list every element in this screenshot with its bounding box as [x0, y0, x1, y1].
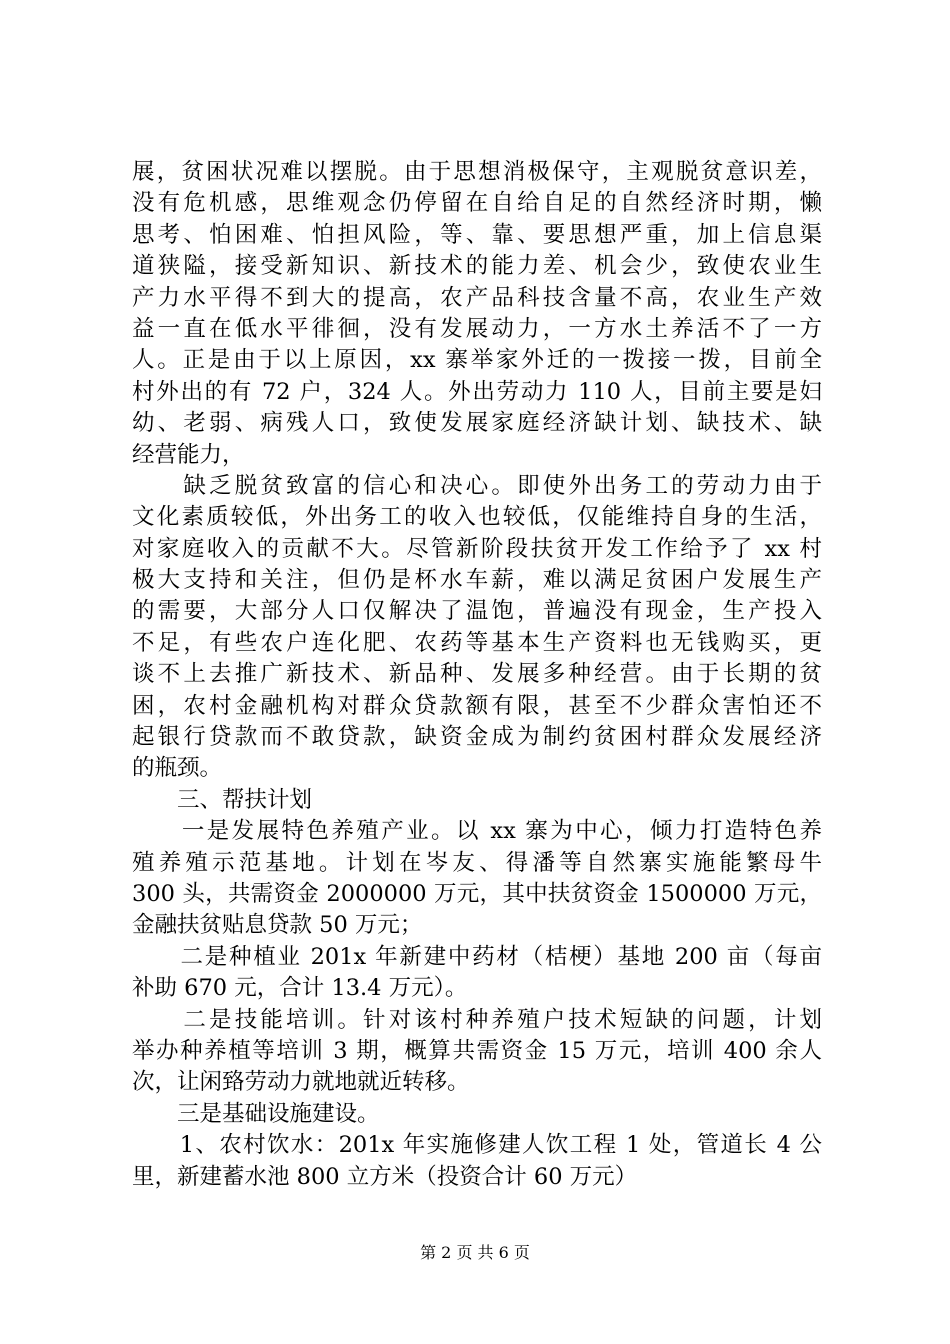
text-line: 二是种植业 201x 年新建中药材（桔梗）基地 200 亩（每亩 — [132, 943, 822, 970]
text-line: 补助 670 元，合计 13.4 万元）。 — [132, 975, 468, 1002]
text-line: 幼、老弱、病残人口，致使发展家庭经济缺计划、缺技术、缺 — [132, 410, 822, 437]
text-line: 谈不上去推广新技术、新品种、发展多种经营。由于长期的贫 — [132, 661, 822, 688]
text-line: 产力水平得不到大的提高，农产品科技含量不高，农业生产效 — [132, 284, 822, 311]
text-line: 对家庭收入的贡献不大。尽管新阶段扶贫开发工作给予了 xx 村 — [132, 535, 822, 562]
text-line: 困，农村金融机构对群众贷款额有限，甚至不少群众害怕还不 — [132, 692, 822, 719]
text-line: 1、农村饮水：201x 年实施修建人饮工程 1 处，管道长 4 公 — [132, 1132, 822, 1159]
text-line: 里，新建蓄水池 800 立方米（投资合计 60 万元） — [132, 1163, 638, 1190]
text-line: 没有危机感，思维观念仍停留在自给自足的自然经济时期，懒 — [132, 190, 822, 217]
page-number-footer: 第 2 页 共 6 页 — [420, 1243, 530, 1262]
text-line: 次，让闲臵劳动力就地就近转移。 — [132, 1069, 470, 1096]
text-line: 思考、怕困难、怕担风险，等、靠、要思想严重，加上信息渠 — [132, 221, 822, 248]
text-line: 文化素质较低，外出务工的收入也较低，仅能维持自身的生活， — [132, 504, 822, 531]
text-line: 金融扶贫贴息贷款 50 万元； — [132, 912, 423, 939]
section-heading: 三、帮扶计划 — [132, 786, 313, 813]
text-line: 殖养殖示范基地。计划在岑友、得潘等自然寨实施能繁母牛 — [132, 849, 822, 876]
text-line: 不足，有些农户连化肥、农药等基本生产资料也无钱购买，更 — [132, 629, 822, 656]
text-line: 益一直在低水平徘徊，没有发展动力，一方水土养活不了一方 — [132, 315, 822, 342]
document-body — [132, 157, 822, 1193]
text-line: 起银行贷款而不敢贷款，缺资金成为制约贫困村群众发展经济 — [132, 724, 822, 751]
text-line: 一是发展特色养殖产业。以 xx 寨为中心，倾力打造特色养 — [132, 818, 822, 845]
text-line: 展，贫困状况难以摆脱。由于思想消极保守，主观脱贫意识差， — [132, 159, 822, 185]
text-line: 的瓶颈。 — [132, 755, 223, 782]
text-line: 村外出的有 72 户，324 人。外出劳动力 110 人，目前主要是妇 — [132, 378, 822, 405]
text-line: 三是基础设施建设。 — [132, 1100, 380, 1127]
text-line: 经营能力， — [132, 441, 245, 468]
text-line: 道狭隘，接受新知识、新技术的能力差、机会少，致使农业生 — [132, 253, 822, 280]
text-line: 二是技能培训。针对该村种养殖户技术短缺的问题，计划 — [132, 1006, 822, 1033]
text-line: 的需要，大部分人口仅解决了温饱，普遍没有现金，生产投入 — [132, 598, 822, 625]
text-line: 缺乏脱贫致富的信心和决心。即使外出务工的劳动力由于 — [132, 472, 822, 499]
text-line: 极大支持和关注，但仍是杯水车薪，难以满足贫困户发展生产 — [132, 567, 822, 594]
text-line: 300 头，共需资金 2000000 万元，其中扶贫资金 1500000 万元， — [132, 880, 822, 907]
text-line: 举办种养植等培训 3 期，概算共需资金 15 万元，培训 400 余人 — [132, 1037, 822, 1064]
text-line: 人。正是由于以上原因，xx 寨举家外迁的一拨接一拨，目前全 — [132, 347, 822, 374]
